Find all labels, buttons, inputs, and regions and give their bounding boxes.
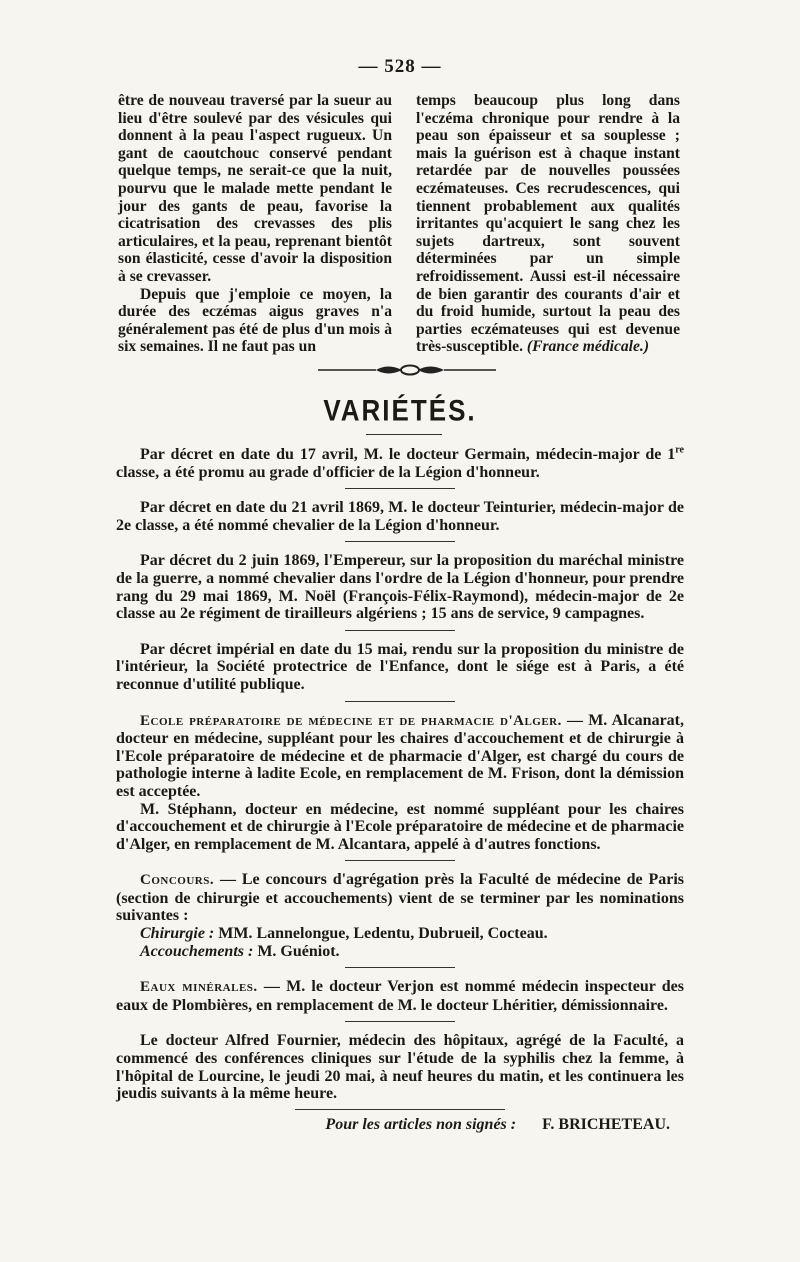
entry-germain [116, 446, 684, 481]
title-rule [366, 434, 442, 435]
page-number: — 528 — [358, 56, 442, 77]
left-paragraph-2: Depuis que j'emploie ce moyen, la durée des eczémas aigus graves n'a généralement pas été de plus d'un mois à six semaines. Il ne faut pas un [118, 285, 392, 356]
entry-paragraph: Par décret impérial en date du 15 mai, rendu sur la proposition du ministre de l'intérieur, la Société protectrice de l'Enfance, dont le siége est à Paris, a été reconnue d'utilité publique. [116, 640, 684, 693]
news-body [116, 446, 684, 1133]
nomination-names: MM. Lannelongue, Ledentu, Dubrueil, Cocteau. [214, 925, 548, 943]
entry-text: classe, a été promu au grade d'officier de la Légion d'honneur. [116, 463, 540, 481]
divider [345, 967, 455, 968]
entry-paragraph: M. Stéphann, docteur en médecine, est nommé suppléant pour les chaires d'accouchement et de chirurgie à l'Ecole préparatoire de médecine et de pharmacie d'Alger, en remplacement de M. Alcantara, appelé à d'autres fonctions. [116, 800, 685, 853]
divider [345, 488, 455, 489]
entry-paragraph: Le docteur Alfred Fournier, médecin des hôpitaux, agrégé de la Faculté, a commencé des conférences cliniques sur l'étude de la syphilis chez la femme, à l'hôpital de Lourcine, le jeudi 20 mai, à neuf heures du matin, et les continuera les jeudis suivants à la même heure. [116, 1032, 684, 1103]
entry-text: — M. Alcanarat, docteur en médecine, suppléant pour les chaires d'accouchement et de chirurgie à l'Ecole préparatoire de médecine et de pharmacie d'Alger, est chargé du cours de pathologie interne à ladite Ecole, en remplacement de M. Frison, dont la démission est acceptée. [116, 711, 684, 800]
entry-heading: Concours. [140, 872, 215, 889]
entry-paragraph [116, 712, 684, 801]
right-column [416, 92, 680, 356]
nomination-line [116, 943, 684, 961]
entry-text: Par décret en date du 17 avril, M. le docteur Germain, médecin-major de 1 [140, 446, 676, 463]
nomination-label: Chirurgie : [140, 925, 215, 943]
entry-paragraph [116, 446, 684, 481]
entry-concours [116, 871, 684, 960]
signature-name: F. BRICHETEAU. [542, 1115, 670, 1133]
left-paragraph-1: être de nouveau traversé par la sueur au lieu d'être soulevé par des vésicules qui donnent à la peau l'aspect rugueux. Un gant de caoutchouc conservé pendant quelque temps, ne serait-ce que la nuit, pourvu que le malade mette pendant le jour des gants de peau, favorise la cicatrisation des crevasses des plis articulaires, et la peau, reprenant bientôt son élasticité, cesse d'avoir la disposition à se crevasser. [118, 92, 392, 285]
divider [345, 541, 455, 542]
entry-text: — M. le docteur Verjon est nommé médecin inspecteur des eaux de Plombières, en remplacement de M. le docteur Lhéritier, démissionnaire. [116, 978, 684, 1014]
nomination-line [116, 925, 684, 943]
divider [345, 860, 455, 861]
right-paragraph-text: temps beaucoup plus long dans l'eczéma chronique pour rendre à la peau son épaisseur et sa souplesse ; mais la guérison est à chaque instant retardée par de nouvelles poussées eczémateuses. Ces recrudescences, qui tiennent probablement aux qualités irritantes qu'acquiert le sang chez les sujets dartreux, sont souvent déterminées par un simple refroidissement. Aussi est-il nécessaire de bien garantir des courants d'air et du froid humide, surtout la peau des parties eczémateuses qui est devenue très-susceptible. [416, 92, 680, 356]
entry-paragraph: Par décret en date du 21 avril 1869, M. le docteur Teinturier, médecin-major de 2e classe, a été nommé chevalier de la Légion d'honneur. [116, 499, 684, 534]
superscript: re [675, 444, 684, 456]
entry-eaux [116, 978, 684, 1014]
signature-block [116, 1109, 684, 1134]
signature-line [116, 1116, 684, 1134]
source-citation: (France médicale.) [526, 338, 650, 356]
entry-heading: Ecole préparatoire de médecine et de pharmacie d'Alger. [140, 712, 562, 729]
divider [345, 630, 455, 631]
entry-noel [116, 552, 684, 622]
section-title: VARIÉTÉS. [323, 392, 477, 428]
entry-paragraph [116, 978, 684, 1014]
nomination-label: Accouchements : [140, 942, 254, 960]
entry-text: — Le concours d'agrégation près la Faculté de médecine de Paris (section de chirurgie et accouchements) vient de se terminer par les nominations suivantes : [116, 871, 684, 925]
ornament-divider [318, 362, 496, 378]
entry-paragraph: Par décret du 2 juin 1869, l'Empereur, sur la proposition du maréchal ministre de la guerre, a nommé chevalier dans l'ordre de la Légion d'honneur, pour prendre rang du 29 mai 1869, M. Noël (François-Félix-Raymond), médecin-major de 2e classe au 2e régiment de tirailleurs algériens ; 15 ans de service, 9 campagnes. [116, 552, 684, 623]
divider [345, 1021, 455, 1022]
entry-fournier [116, 1032, 684, 1102]
entry-teinturier [116, 499, 684, 534]
entry-societe [116, 641, 684, 694]
entry-heading: Eaux minérales. [140, 979, 258, 996]
entry-paragraph [116, 871, 684, 925]
nomination-names: M. Guéniot. [253, 942, 340, 960]
right-paragraph [416, 92, 680, 356]
end-rule [295, 1109, 505, 1110]
divider [345, 701, 455, 702]
left-column [118, 92, 392, 356]
entry-alger [116, 712, 684, 854]
signature-label: Pour les articles non signés : [325, 1115, 517, 1133]
